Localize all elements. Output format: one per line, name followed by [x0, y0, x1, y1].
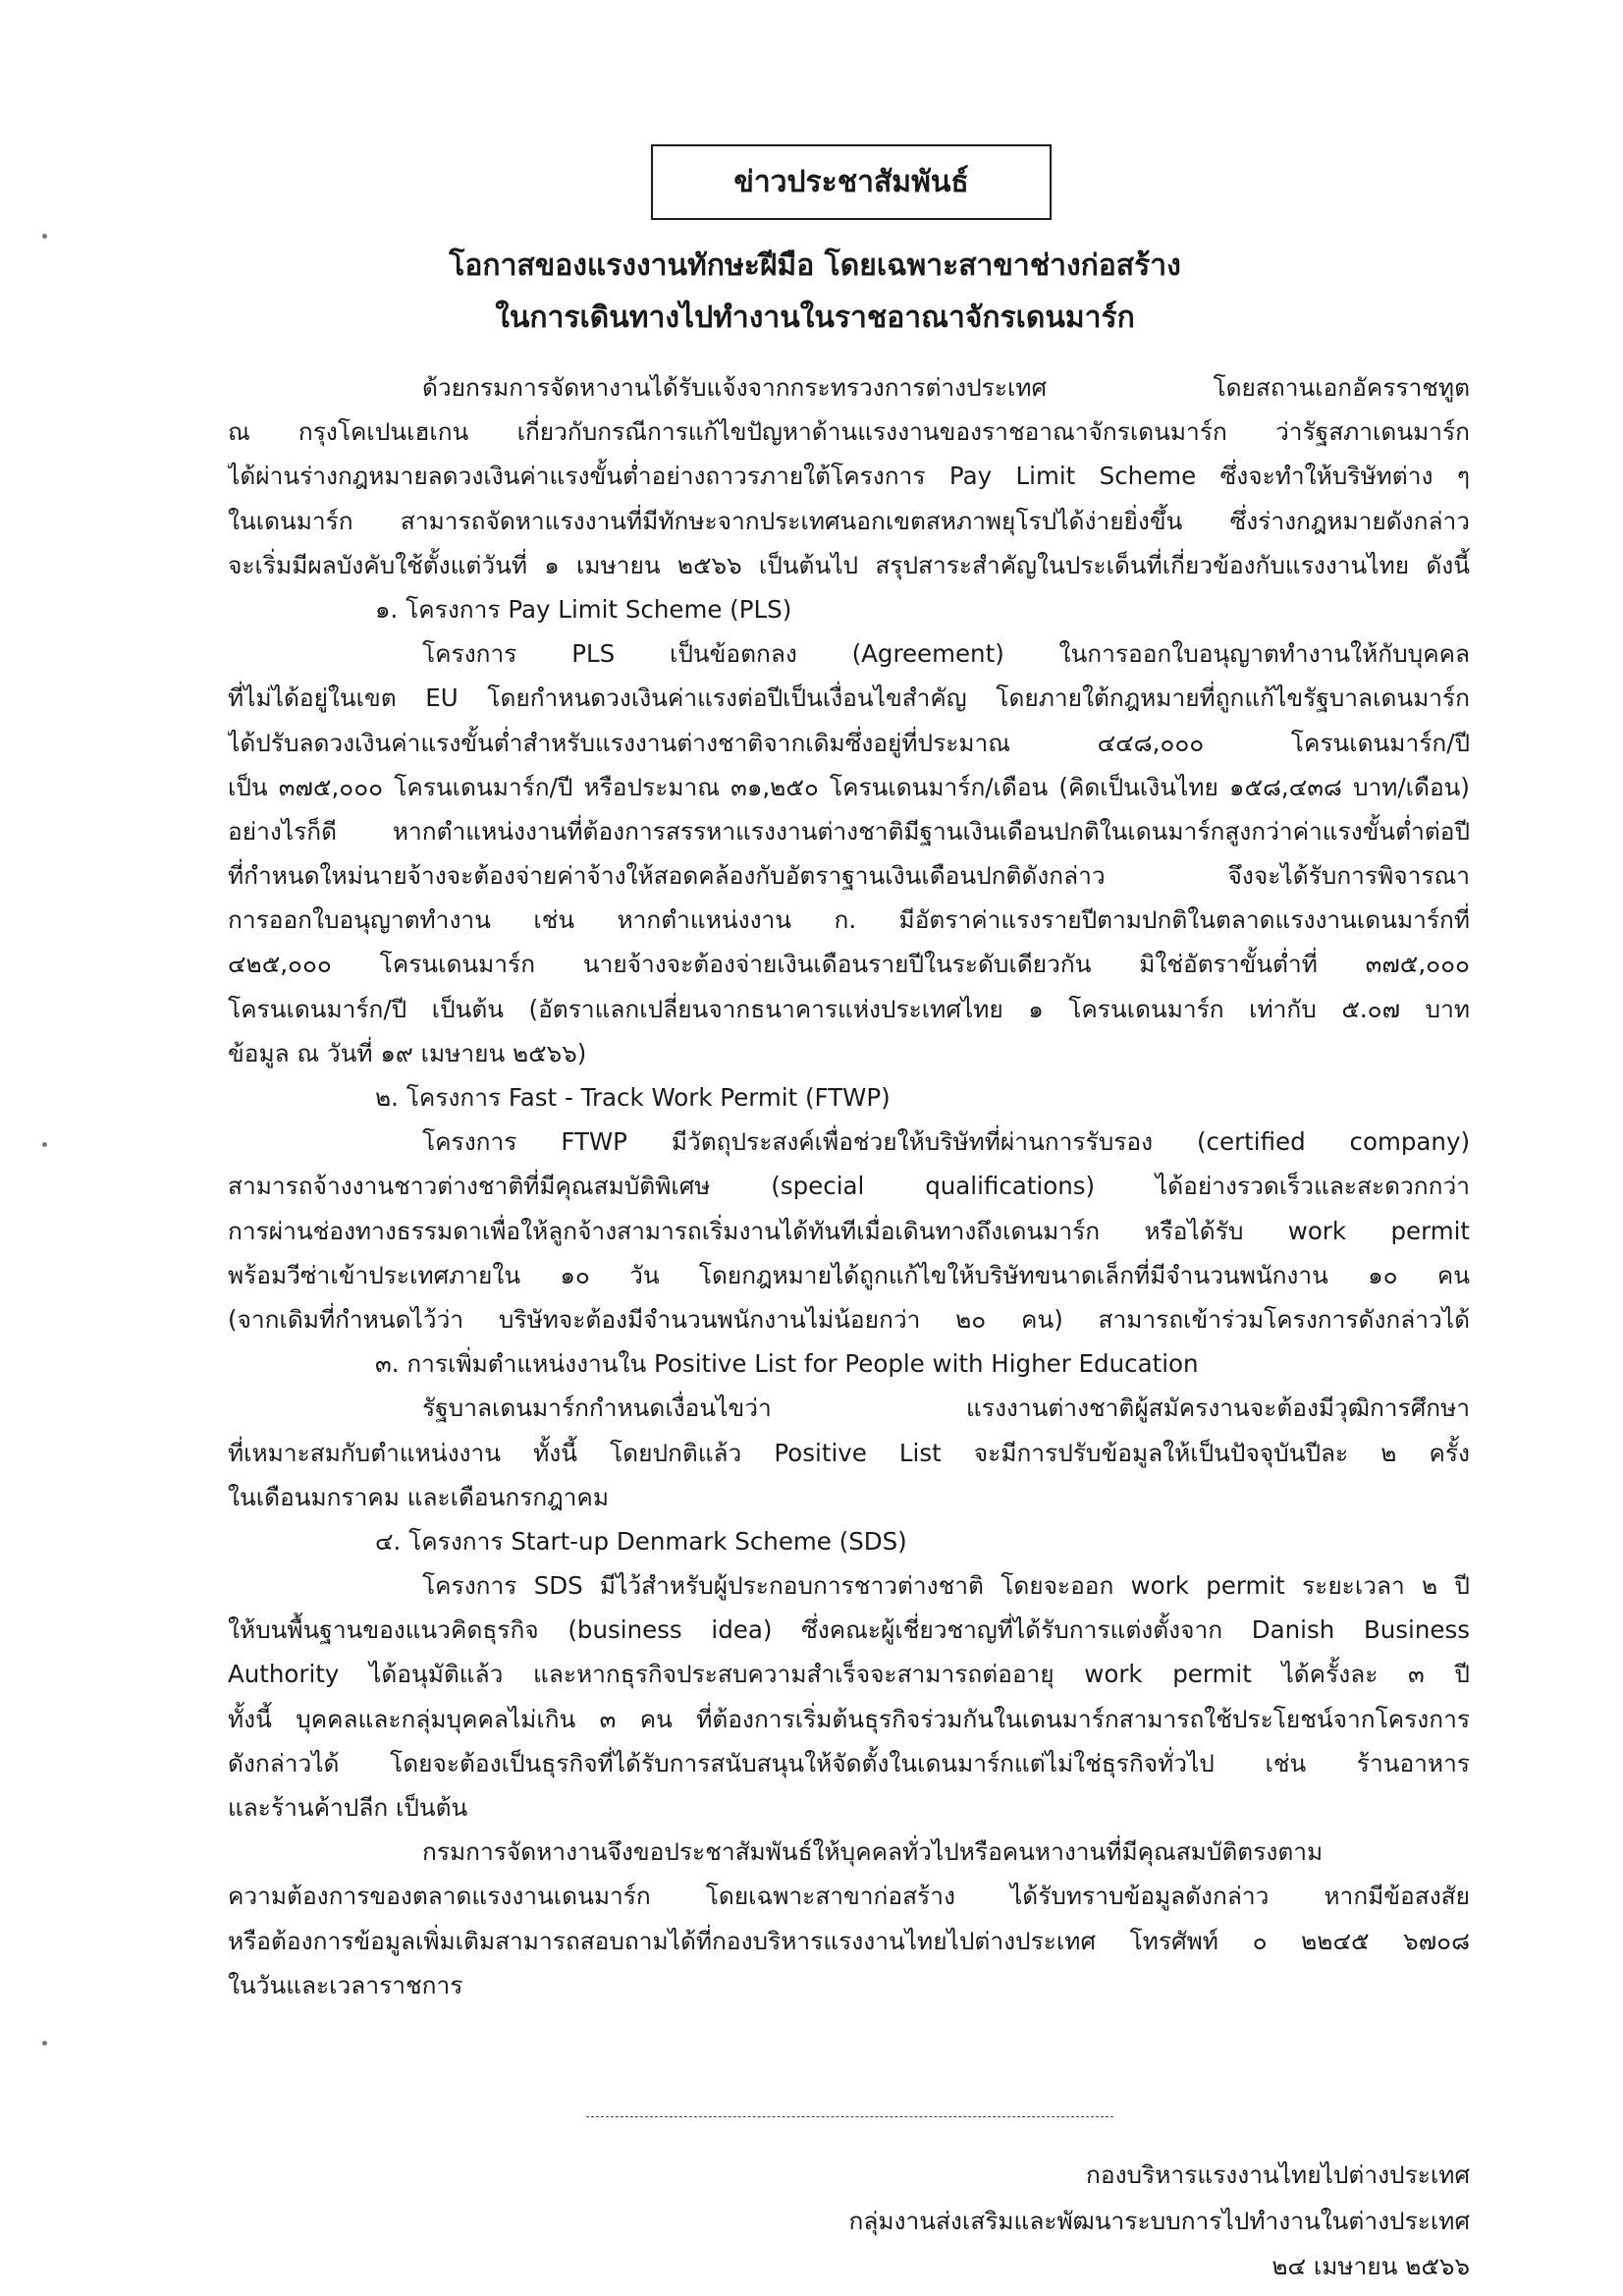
margin-dot	[42, 234, 47, 239]
section-heading-1: ๑. โครงการ Pay Limit Scheme (PLS)	[375, 594, 792, 624]
document-body	[228, 365, 1470, 2007]
body-line: ในเดนมาร์ก สามารถจัดหาแรงงานที่มีทักษะจากประเทศนอกเขตสหภาพยุโรปได้ง่ายยิ่งขึ้น ซึ่งร่างกฎหมายดังกล่าว	[228, 506, 1470, 535]
body-line: กรมการจัดหางานจึงขอประชาสัมพันธ์ให้บุคคลทั่วไปหรือคนหางานที่มีคุณสมบัติตรงตาม	[422, 1837, 1324, 1867]
body-line: และร้านค้าปลีก เป็นต้น	[228, 1793, 468, 1822]
body-line: ได้ปรับลดวงเงินค่าแรงขั้นต่ำสำหรับแรงงานต่างชาติจากเดิมซึ่งอยู่ที่ประมาณ ๔๔๘,๐๐๐ โครนเดนมาร์ก/ปี	[228, 728, 1470, 757]
body-line: ได้ผ่านร่างกฎหมายลดวงเงินค่าแรงขั้นต่ำอย่างถาวรภายใต้โครงการ Pay Limit Scheme ซึ่งจะทำให้บริษัทต่าง ๆ	[228, 462, 1470, 491]
body-line: เป็น ๓๗๕,๐๐๐ โครนเดนมาร์ก/ปี หรือประมาณ ๓๑,๒๕๐ โครนเดนมาร์ก/เดือน (คิดเป็นเงินไทย ๑๕๘,๔๓๘ บาท/เดือน)	[228, 772, 1470, 801]
signature-org-line-2: กลุ่มงานส่งเสริมและพัฒนาระบบการไปทำงานในต่างประเทศ	[848, 2207, 1470, 2235]
body-line: ให้บนพื้นฐานของแนวคิดธุรกิจ (business idea) ซึ่งคณะผู้เชี่ยวชาญที่ได้รับการแต่งตั้งจาก Danish Business	[228, 1615, 1470, 1645]
body-line: Authority ได้อนุมัติแล้ว และหากธุรกิจประสบความสำเร็จจะสามารถต่ออายุ work permit ได้ครั้งละ ๓ ปี	[228, 1660, 1470, 1689]
margin-dot	[42, 1142, 47, 1147]
body-line: การออกใบอนุญาตทำงาน เช่น หากตำแหน่งงาน ก. มีอัตราค่าแรงรายปีตามปกติในตลาดแรงงานเดนมาร์กที่	[228, 905, 1470, 935]
body-line: โครงการ SDS มีไว้สำหรับผู้ประกอบการชาวต่างชาติ โดยจะออก work permit ระยะเวลา ๒ ปี	[422, 1571, 1470, 1601]
document-subtitle-line-1: โอกาสของแรงงานทักษะฝีมือ โดยเฉพาะสาขาช่างก่อสร้าง	[449, 248, 1181, 283]
signature-org-line-1: กองบริหารแรงงานไทยไปต่างประเทศ	[1086, 2160, 1470, 2189]
body-line: อย่างไรก็ดี หากตำแหน่งงานที่ต้องการสรรหาแรงงานต่างชาติมีฐานเงินเดือนปกติในเดนมาร์กสูงกว่าค่าแรงขั้นต่ำต่อปี	[228, 816, 1470, 846]
body-line: สามารถจ้างงานชาวต่างชาติที่มีคุณสมบัติพิเศษ (special qualifications) ได้อย่างรวดเร็วและสะดวกกว่า	[228, 1172, 1470, 1201]
section-heading-2: ๒. โครงการ Fast - Track Work Permit (FTWP)	[375, 1083, 891, 1112]
dashed-divider	[586, 2116, 1113, 2117]
body-line: (จากเดิมที่กำหนดไว้ว่า บริษัทจะต้องมีจำนวนพนักงานไม่น้อยกว่า ๒๐ คน) สามารถเข้าร่วมโครงการดังกล่าวได้	[228, 1304, 1470, 1334]
signature-date: ๒๔ เมษายน ๒๕๖๖	[1271, 2252, 1470, 2280]
body-line: หรือต้องการข้อมูลเพิ่มเติมสามารถสอบถามได้ที่กองบริหารแรงงานไทยไปต่างประเทศ โทรศัพท์ ๐ ๒๒๔๕ ๖๗๐๘	[228, 1926, 1470, 1955]
body-line: พร้อมวีซ่าเข้าประเทศภายใน ๑๐ วัน โดยกฎหมายได้ถูกแก้ไขให้บริษัทขนาดเล็กที่มีจำนวนพนักงาน ๑๐ คน	[228, 1260, 1470, 1289]
body-line: ทั้งนี้ บุคคลและกลุ่มบุคคลไม่เกิน ๓ คน ที่ต้องการเริ่มต้นธุรกิจร่วมกันในเดนมาร์กสามารถใช้ประโยชน์จากโครงการ	[228, 1704, 1470, 1733]
body-line: ที่ไม่ได้อยู่ในเขต EU โดยกำหนดวงเงินค่าแรงต่อปีเป็นเงื่อนไขสำคัญ โดยภายใต้กฎหมายที่ถูกแก้ไขรัฐบาลเดนมาร์ก	[228, 683, 1470, 713]
section-heading-3: ๓. การเพิ่มตำแหน่งงานใน Positive List for People with Higher Education	[375, 1349, 1199, 1379]
body-line: ในเดือนมกราคม และเดือนกรกฎาคม	[228, 1482, 609, 1511]
section-heading-4: ๔. โครงการ Start-up Denmark Scheme (SDS)	[375, 1526, 907, 1556]
body-line: ในวันและเวลาราชการ	[228, 1970, 463, 1999]
body-line: ด้วยกรมการจัดหางานได้รับแจ้งจากกระทรวงการต่างประเทศ โดยสถานเอกอัครราชทูต	[422, 373, 1470, 402]
body-line: โครงการ PLS เป็นข้อตกลง (Agreement) ในการออกใบอนุญาตทำงานให้กับบุคคล	[422, 639, 1470, 669]
body-line: โครนเดนมาร์ก/ปี เป็นต้น (อัตราแลกเปลี่ยนจากธนาคารแห่งประเทศไทย ๑ โครนเดนมาร์ก เท่ากับ ๕.๐๗ บาท	[228, 994, 1470, 1023]
body-line: รัฐบาลเดนมาร์กกำหนดเงื่อนไขว่า แรงงานต่างชาติผู้สมัครงานจะต้องมีวุฒิการศึกษา	[422, 1394, 1470, 1423]
body-line: ที่กำหนดใหม่นายจ้างจะต้องจ่ายค่าจ้างให้สอดคล้องกับอัตราฐานเงินเดือนปกติดังกล่าว จึงจะได้รับการพิจารณา	[228, 861, 1470, 891]
document-subtitle-line-2: ในการเดินทางไปทำงานในราชอาณาจักรเดนมาร์ก	[495, 301, 1135, 335]
body-line: ดังกล่าวได้ โดยจะต้องเป็นธุรกิจที่ได้รับการสนับสนุนให้จัดตั้งในเดนมาร์กแต่ไม่ใช่ธุรกิจทั่วไป เช่น ร้านอาหาร	[228, 1748, 1470, 1777]
body-line: ณ กรุงโคเปนเฮเกน เกี่ยวกับกรณีการแก้ไขปัญหาด้านแรงงานของราชอาณาจักรเดนมาร์ก ว่ารัฐสภาเดนมาร์ก	[228, 417, 1470, 447]
margin-dot	[42, 2041, 47, 2046]
body-line: ที่เหมาะสมกับตำแหน่งงาน ทั้งนี้ โดยปกติแล้ว Positive List จะมีการปรับข้อมูลให้เป็นปัจจุบันปีละ ๒ ครั้ง	[228, 1438, 1470, 1467]
body-line: การผ่านช่องทางธรรมดาเพื่อให้ลูกจ้างสามารถเริ่มงานได้ทันทีเมื่อเดินทางถึงเดนมาร์ก หรือได้รับ work permit	[228, 1216, 1470, 1245]
body-line: ความต้องการของตลาดแรงงานเดนมาร์ก โดยเฉพาะสาขาก่อสร้าง ได้รับทราบข้อมูลดังกล่าว หากมีข้อสงสัย	[228, 1882, 1470, 1911]
body-line: ๔๒๕,๐๐๐ โครนเดนมาร์ก นายจ้างจะต้องจ่ายเงินเดือนรายปีในระดับเดียวกัน มิใช่อัตราขั้นต่ำที่ ๓๗๕,๐๐๐	[228, 950, 1470, 979]
body-line: จะเริ่มมีผลบังคับใช้ตั้งแต่วันที่ ๑ เมษายน ๒๕๖๖ เป็นต้นไป สรุปสาระสำคัญในประเด็นที่เกี่ยวข้องกับแรงงานไทย ดังนี้	[228, 550, 1470, 579]
body-line: โครงการ FTWP มีวัตถุประสงค์เพื่อช่วยให้บริษัทที่ผ่านการรับรอง (certified company)	[422, 1127, 1470, 1157]
body-line: ข้อมูล ณ วันที่ ๑๙ เมษายน ๒๕๖๖)	[228, 1038, 587, 1067]
press-release-title: ข่าวประชาสัมพันธ์	[651, 144, 1052, 220]
